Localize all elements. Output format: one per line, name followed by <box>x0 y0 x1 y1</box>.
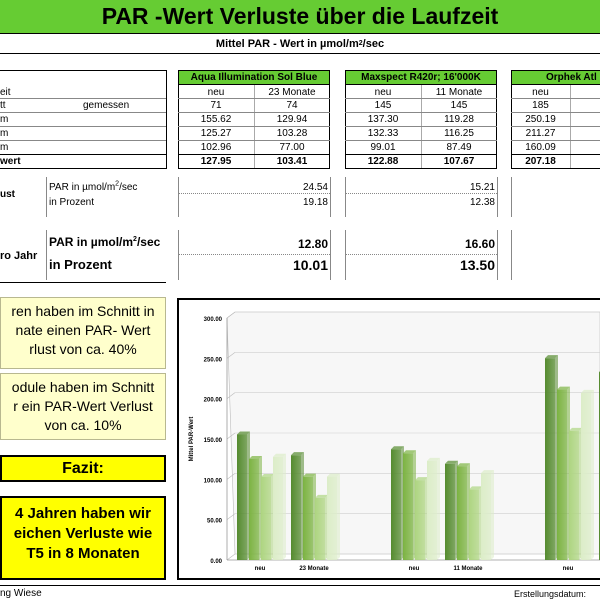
note-box-led <box>0 373 166 440</box>
bar <box>569 431 579 560</box>
footer-author: ng Wiese <box>0 588 42 599</box>
conclusion-line: eichen Verluste wie <box>13 525 153 542</box>
cell: 116.25 <box>444 128 474 139</box>
cell: 137.30 <box>367 114 399 125</box>
bar <box>249 459 259 560</box>
bar <box>415 480 425 560</box>
col-neu: neu <box>374 87 392 98</box>
bar <box>427 461 437 560</box>
note-box-t5 <box>0 297 166 369</box>
cell: 71 <box>210 100 222 111</box>
mean-cell: 122.88 <box>367 156 399 167</box>
cell: 185 <box>532 100 549 111</box>
col-age: 23 Monate <box>268 87 316 98</box>
bar <box>315 498 325 560</box>
row-label-m1: m <box>0 114 9 125</box>
note-line: ren haben im Schnitt in <box>11 303 155 319</box>
bar-side <box>491 470 494 560</box>
x-tick-label: 11 Monate <box>453 566 483 572</box>
par-chart-frame <box>177 298 600 580</box>
product-header: Maxspect R420r; 16'000K <box>345 70 497 85</box>
footer-divider <box>0 585 600 586</box>
year-par-value: 16.60 <box>464 237 495 251</box>
cell: 125.27 <box>200 128 232 139</box>
y-tick-label: 50.00 <box>206 518 222 525</box>
table-subtitle: Mittel PAR - Wert in µmol/m 2 /sec <box>0 35 600 54</box>
cell: 99.01 <box>370 142 396 153</box>
cell: 102.96 <box>200 142 232 153</box>
mean-cell: 107.67 <box>443 156 475 167</box>
cell: 155.62 <box>200 114 232 125</box>
cell: 250.19 <box>525 114 556 125</box>
row-label-m3: m <box>0 142 9 153</box>
x-tick-label: neu <box>562 566 574 572</box>
year-pct-label: in Prozent <box>49 257 112 272</box>
y-axis-label: Mittel PAR-Wert <box>189 416 195 462</box>
mean-cell: 103.41 <box>276 156 308 167</box>
bar <box>327 477 337 560</box>
x-tick-label: 23 Monate <box>299 566 329 572</box>
loss-pct-value: 19.18 <box>302 197 328 208</box>
note-line: nate einen PAR- Wert <box>15 322 151 338</box>
cell: 74 <box>286 100 298 111</box>
row-label-gemessen: gemessen <box>83 100 130 111</box>
bar <box>303 477 313 560</box>
bar <box>481 473 491 560</box>
footer-date-label: Erstellungsdatum: <box>514 589 587 599</box>
bar <box>403 453 413 560</box>
cell: 145 <box>374 100 392 111</box>
bar-side <box>283 454 286 560</box>
row-label-mittelwert: wert <box>0 156 21 167</box>
bar-side <box>337 474 340 560</box>
y-tick-label: 200.00 <box>203 397 222 404</box>
loss-par-label: PAR in µmol/$m^2/\sec$ <box>49 180 138 193</box>
row-label-m2: m <box>0 128 9 139</box>
cell: 129.94 <box>276 114 308 125</box>
bar <box>469 489 479 560</box>
bar <box>291 455 301 560</box>
bar <box>237 434 247 560</box>
conclusion-line: T5 in 8 Monaten <box>26 545 140 562</box>
year-par-label: PAR in µmol/$m^2/\sec$ <box>49 235 161 249</box>
bar <box>457 466 467 560</box>
loss-par-value: 24.54 <box>302 182 328 193</box>
page-title: PAR -Wert Verluste über die Laufzeit <box>0 0 600 34</box>
conclusion-box <box>0 496 166 580</box>
y-tick-label: 100.00 <box>203 478 222 485</box>
cell: 77.00 <box>279 142 305 153</box>
bar <box>445 464 455 560</box>
mean-cell: 127.95 <box>200 156 232 167</box>
bar <box>581 393 591 560</box>
year-pct-value: 13.50 <box>459 257 495 273</box>
note-line: von ca. 10% <box>44 417 122 433</box>
cell: 160.09 <box>525 142 556 153</box>
x-tick-label: neu <box>254 566 266 572</box>
product-header: Aqua Illumination Sol Blue <box>178 70 330 85</box>
note-line: r ein PAR-Wert Verlust <box>13 398 153 414</box>
bar <box>557 390 567 560</box>
col-age: 11 Monate <box>435 87 483 98</box>
mean-cell: 207.18 <box>525 156 556 167</box>
row-label-verlust: ust <box>0 189 15 200</box>
bar <box>261 477 271 560</box>
row-label-pro-jahr: ro Jahr <box>0 250 38 262</box>
cell: 87.49 <box>446 142 472 153</box>
cell: 103.28 <box>276 128 308 139</box>
y-tick-label: 0.00 <box>210 559 222 565</box>
loss-par-value: 15.21 <box>469 182 495 193</box>
year-pct-value: 10.01 <box>292 257 328 273</box>
loss-pct-value: 12.38 <box>469 197 495 208</box>
bar <box>391 449 401 560</box>
note-line: rlust von ca. 40% <box>29 341 137 357</box>
bar <box>545 358 555 560</box>
x-tick-label: neu <box>408 566 420 572</box>
y-tick-label: 150.00 <box>203 438 222 444</box>
note-line: odule haben im Schnitt <box>11 379 155 395</box>
cell: 211.27 <box>525 128 556 139</box>
loss-pct-label: in Prozent <box>49 197 95 208</box>
gridline-depth <box>227 554 235 560</box>
row-label-zeit: eit <box>0 87 11 98</box>
bar <box>273 457 283 560</box>
bar-side <box>437 458 440 560</box>
cell: 119.28 <box>444 114 474 125</box>
col-neu: neu <box>532 87 549 98</box>
conclusion-line: 4 Jahren haben wir <box>15 505 151 522</box>
bar-side <box>591 390 594 560</box>
cell: 145 <box>450 100 468 111</box>
year-par-value: 12.80 <box>297 237 328 251</box>
par-bar-chart <box>179 300 600 578</box>
y-tick-label: 250.00 <box>203 357 222 364</box>
col-neu: neu <box>207 87 225 98</box>
fazit-label: Fazit: <box>0 455 166 482</box>
y-tick-label: 300.00 <box>203 317 222 323</box>
row-label-anzahl: tt <box>0 100 6 111</box>
cell: 132.33 <box>367 128 399 139</box>
product-header: Orphek Atl <box>511 70 600 85</box>
